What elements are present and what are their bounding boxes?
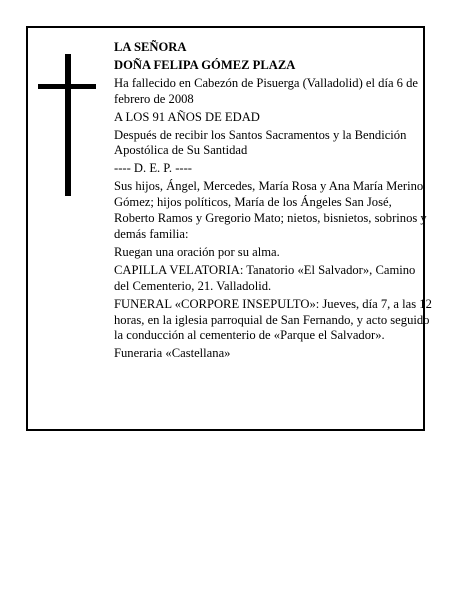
cross-horizontal-bar <box>38 84 96 89</box>
cross-vertical-bar <box>65 54 71 196</box>
chapel-line: CAPILLA VELATORIA: Tanatorio «El Salvador», Camino del Cementerio, 21. Valladolid. <box>114 262 416 293</box>
funeral-home-line: Funeraria «Castellana» <box>114 346 231 361</box>
notice-title: LA SEÑORA <box>114 40 187 54</box>
sacraments-line: Después de recibir los Santos Sacramentos y la Bendición Apostólica de Su Santidad <box>114 127 407 158</box>
age-line: A LOS 91 AÑOS DE EDAD <box>114 109 260 124</box>
deceased-name: DOÑA FELIPA GÓMEZ PLAZA <box>114 57 296 72</box>
family-line: Sus hijos, Ángel, Mercedes, María Rosa y Ana María Merino Gómez; hijos políticos, María de los Ángeles San José, Roberto Ramos y Gregorio Mato; nietos, bisnietos, sobrinos y demás familia: <box>114 179 427 241</box>
funeral-line: FUNERAL «CORPORE INSEPULTO»: Jueves, día 7, a las 12 horas, en la iglesia parroquial de San Fernando, y acto seguido la conducción al cementerio de «Parque el Salvador». <box>114 296 432 343</box>
death-statement: Ha fallecido en Cabezón de Pisuerga (Valladolid) el día 6 de febrero de 2008 <box>114 75 419 106</box>
prayer-line: Ruegan una oración por su alma. <box>114 244 280 259</box>
rip-line: ---- D. E. P. ---- <box>114 161 192 176</box>
obituary-text <box>114 40 432 364</box>
